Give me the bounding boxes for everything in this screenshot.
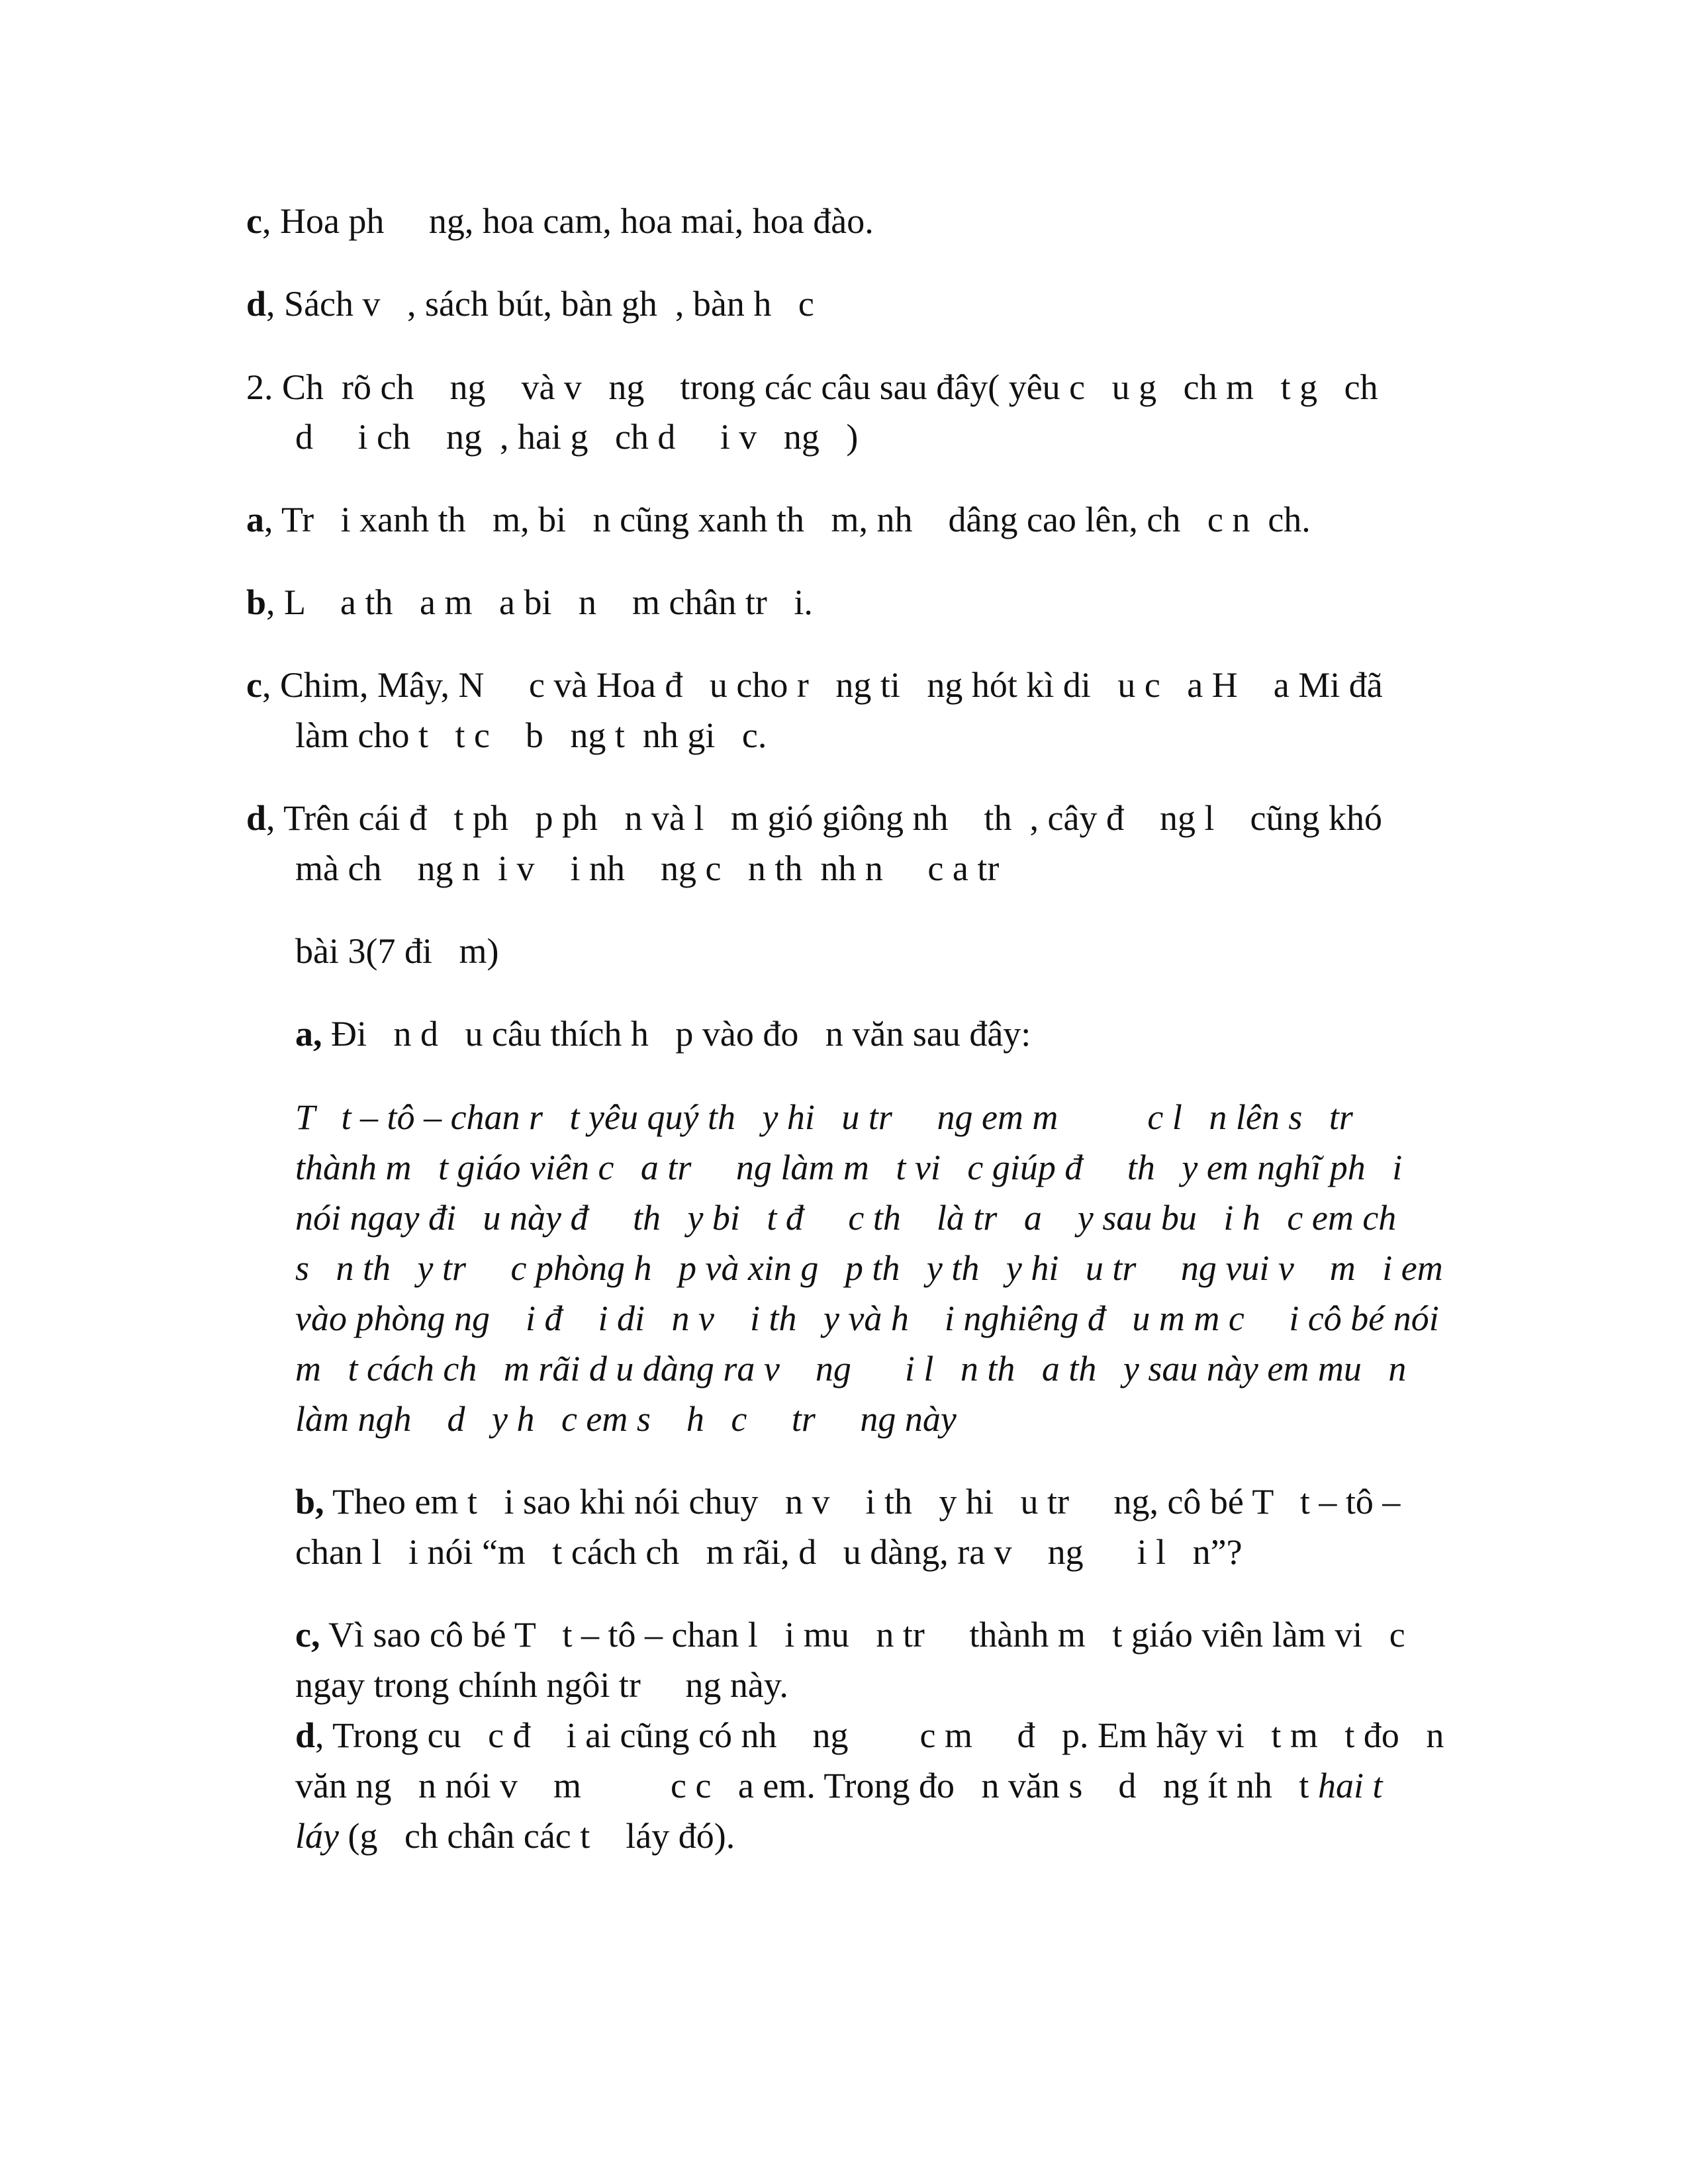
item-3c-line-1 [295, 1614, 1405, 1656]
item-text: , Hoa ph ng, hoa cam, hoa mai, hoa đào. [261, 201, 874, 241]
item-label: d [295, 1715, 316, 1755]
question-2-line-2: d i ch ng , hai g ch d i v ng ) [295, 417, 859, 457]
item-label: d [246, 798, 267, 838]
item-2c-line-1 [246, 664, 1383, 706]
passage-line: nói ngay đi u này đ th y bi t đ c th là tr a y sau bu i h c em ch [295, 1198, 1397, 1238]
passage-line: vào phòng ng i đ i di n v i th y và h i nghiêng đ u m m c i cô bé nói [295, 1298, 1439, 1338]
item-3d-line-3 [295, 1815, 735, 1857]
passage-line: thành m t giáo viên c a tr ng làm m t vi c giúp đ th y em nghĩ ph i [295, 1148, 1403, 1187]
item-2c-line-2: làm cho t t c b ng t nh gi c. [295, 715, 767, 755]
item-3a [295, 1013, 1031, 1055]
item-label: a [246, 500, 264, 539]
passage-line: s n th y tr c phòng h p và xin g p th y th y hi u tr ng vui v m i em [295, 1248, 1443, 1288]
item-2d-line-2: mà ch ng n i v i nh ng c n th nh n c a tr [295, 848, 1000, 888]
item-3c-line-2: ngay trong chính ngôi tr ng này. [295, 1665, 788, 1705]
item-label: a, [295, 1014, 322, 1054]
item-3b-line-1 [295, 1480, 1400, 1523]
item-text: , Sách v , sách bút, bàn gh , bàn h c [266, 284, 814, 324]
section-3-heading: bài 3(7 đi m) [295, 931, 499, 971]
item-text: , Trên cái đ t ph p ph n và l m gió giông nh th , cây đ ng l cũng khó [266, 798, 1382, 838]
passage-line: m t cách ch m rãi d u dàng ra v ng i l n th a th y sau này em mu n [295, 1349, 1407, 1388]
passage-line: làm ngh d y h c em s h c tr ng này [295, 1399, 957, 1439]
item-text: , Tr i xanh th m, bi n cũng xanh th m, nh dâng cao lên, ch c n ch. [264, 500, 1311, 539]
item-text: Theo em t i sao khi nói chuy n v i th y hi u tr ng, cô bé T t – tô – [324, 1482, 1401, 1522]
item-label: b, [295, 1482, 324, 1522]
question-2-line-1: 2. Ch rõ ch ng và v ng trong các câu sau đây( yêu c u g ch m t g ch [246, 367, 1378, 407]
item-3d-line-1 [295, 1714, 1444, 1756]
item-2a [246, 498, 1311, 541]
item-text: (g ch chân các t láy đó). [338, 1816, 735, 1856]
item-3b-line-2: chan l i nói “m t cách ch m rãi, d u dàng, ra v ng i l n”? [295, 1532, 1243, 1572]
item-text: , Chim, Mây, N c và Hoa đ u cho r ng ti ng hót kì di u c a H a Mi đã [261, 665, 1383, 705]
item-emphasis: hai t [1317, 1766, 1383, 1805]
item-1d [246, 283, 814, 325]
item-label: c, [295, 1615, 320, 1655]
item-emphasis: láy [295, 1816, 339, 1856]
item-text: Vì sao cô bé T t – tô – chan l i mu n tr thành m t giáo viên làm vi c [320, 1615, 1405, 1655]
item-label: d [246, 284, 267, 324]
item-label: b [246, 582, 267, 622]
item-label: c [246, 665, 262, 705]
item-1c [246, 200, 874, 242]
item-text: , L a th a m a bi n m chân tr i. [266, 582, 813, 622]
item-text: Đi n d u câu thích h p vào đo n văn sau đây: [322, 1014, 1031, 1054]
passage-line: T t – tô – chan r t yêu quý th y hi u tr ng em m c l n lên s tr [295, 1097, 1353, 1137]
item-label: c [246, 201, 262, 241]
item-2d-line-1 [246, 797, 1382, 839]
item-3d-line-2 [295, 1764, 1382, 1807]
item-2b [246, 581, 813, 623]
item-text: , Trong cu c đ i ai cũng có nh ng c m đ p. Em hãy vi t m t đo n [315, 1715, 1444, 1755]
item-text: văn ng n nói v m c c a em. Trong đo n văn s d ng ít nh t [295, 1766, 1318, 1805]
